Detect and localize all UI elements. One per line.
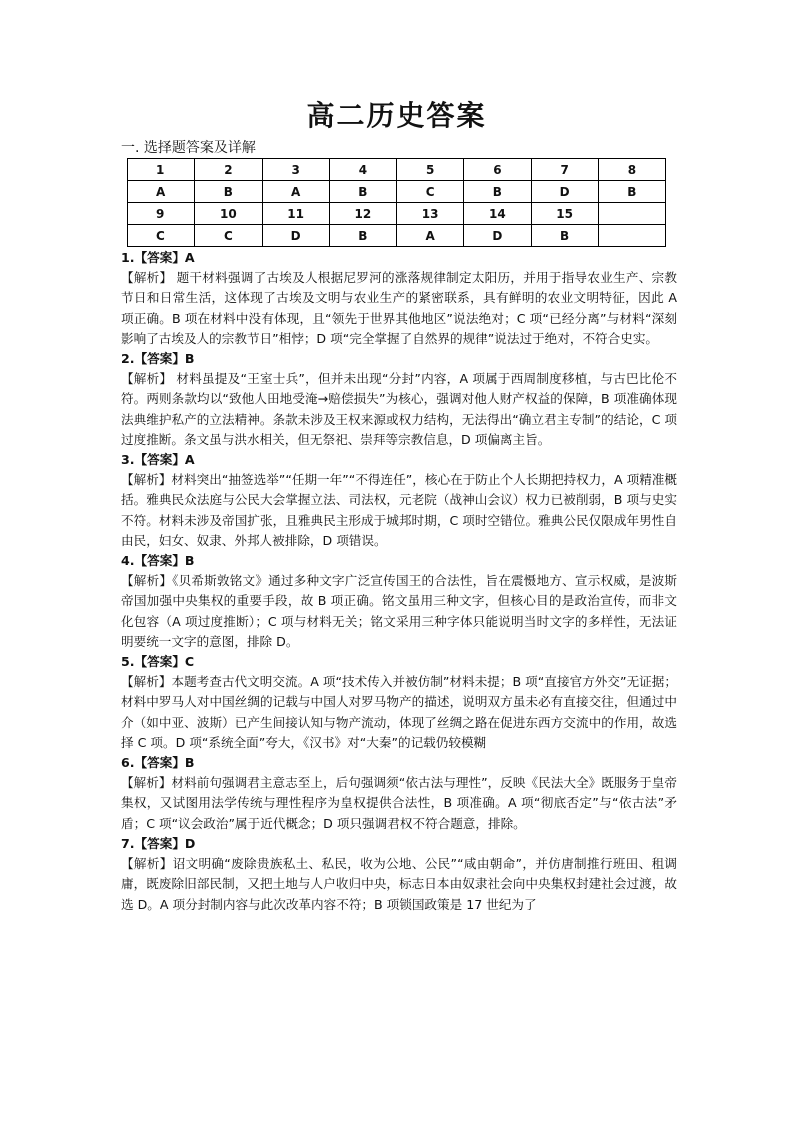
answer-cell: D <box>464 225 531 247</box>
answer-table <box>127 158 666 247</box>
answer-cell: C <box>128 225 195 247</box>
question-number-cell: 9 <box>128 203 195 225</box>
page-title: 高二历史答案 <box>306 99 487 132</box>
table-row <box>128 203 666 225</box>
question-number-cell: 15 <box>531 203 598 225</box>
answer-cell: A <box>397 225 464 247</box>
question-number-cell: 6 <box>464 159 531 181</box>
answer-cell: C <box>195 225 262 247</box>
question-number-cell: 10 <box>195 203 262 225</box>
table-row <box>128 159 666 181</box>
question-explanation: 【解析】 材料虽提及“王室士兵”，但并未出现“分封”内容，A 项属于西周制度移植，与古巴比伦不符。两则条款均以“致他人田地受淹→赔偿损失”为核心，强调对他人财产权益的保障，B 项准确体现法典维护私产的立法精神。条款未涉及王权来源或权力结构，无法得出“确立君主专制”的结论，C 项过度推断。条文虽与洪水相关，但无祭祀、崇拜等宗教信息，D 项偏离主旨。 <box>121 371 677 447</box>
question-explanation: 【解析】《贝希斯敦铭文》通过多种文字广泛宣传国王的合法性，旨在震慑地方、宣示权威，是波斯帝国加强中央集权的重要手段，故 B 项正确。铭文虽用三种文字，但核心目的是政治宣传，而非文化包容（A 项过度推断）；C 项与材料无关；铭文采用三种字体只能说明当时文字的多样性，无法证明要统一文字的意图，排除 D。 <box>121 573 677 649</box>
section-heading: 一. 选择题答案及详解 <box>121 140 256 156</box>
question-answer-line: 2.【答案】B <box>121 351 195 367</box>
question-answer-line: 7.【答案】D <box>121 835 196 851</box>
question-number-cell: 14 <box>464 203 531 225</box>
question-number-cell: 13 <box>397 203 464 225</box>
explanations <box>121 248 677 915</box>
question-number-cell: 7 <box>531 159 598 181</box>
question-number-cell: 11 <box>262 203 329 225</box>
question-answer-line: 3.【答案】A <box>121 452 195 468</box>
answer-cell: B <box>329 225 396 247</box>
question-explanation: 【解析】 题干材料强调了古埃及人根据尼罗河的涨落规律制定太阳历，并用于指导农业生产、宗教节日和日常生活，这体现了古埃及文明与农业生产的紧密联系，具有鲜明的农业文明特征，因此 A 项正确。B 项在材料中没有体现，且“领先于世界其他地区”说法绝对；C 项“已经分离”与材料“深刻影响了古埃及人的宗教节日”相悖；D 项“完全掌握了自然界的规律”说法过于绝对，不符合史实。 <box>121 270 677 346</box>
question-number-cell <box>598 203 665 225</box>
question-number-cell: 12 <box>329 203 396 225</box>
question-answer-line: 1.【答案】A <box>121 250 195 265</box>
question-explanation: 【解析】材料突出“抽签选举”“任期一年”“不得连任”，核心在于防止个人长期把持权力，A 项精准概括。雅典民众法庭与公民大会掌握立法、司法权，元老院（战神山会议）权力已被削弱，B 项与史实不符。材料未涉及帝国扩张，且雅典民主形成于城邦时期，C 项时空错位。雅典公民仅限成年男性自由民，妇女、奴隶、外邦人被排除，D 项错误。 <box>121 472 677 548</box>
table-row <box>128 181 666 203</box>
question-answer-line: 4.【答案】B <box>121 553 195 569</box>
question-answer-line: 5.【答案】C <box>121 654 195 670</box>
question-explanation: 【解析】诏文明确“废除贵族私土、私民，收为公地、公民”“咸由朝命”，并仿唐制推行班田、租调庸，既废除旧部民制，又把土地与人户收归中央，标志日本由奴隶社会向中央集权封建社会过渡，故选 D。A 项分封制内容与此次改革内容不符；B 项锁国政策是 17 世纪为了 <box>121 856 677 912</box>
answer-cell: A <box>262 181 329 203</box>
question-answer-line: 6.【答案】B <box>121 755 195 771</box>
answer-cell: B <box>195 181 262 203</box>
question-number-cell: 1 <box>128 159 195 181</box>
answer-cell: B <box>464 181 531 203</box>
answer-cell: B <box>598 181 665 203</box>
answer-cell: D <box>262 225 329 247</box>
question-number-cell: 8 <box>598 159 665 181</box>
table-row <box>128 225 666 247</box>
answer-cell: D <box>531 181 598 203</box>
question-number-cell: 2 <box>195 159 262 181</box>
answer-cell: B <box>531 225 598 247</box>
question-number-cell: 5 <box>397 159 464 181</box>
question-explanation: 【解析】材料前句强调君主意志至上，后句强调须“依古法与理性”，反映《民法大全》既服务于皇帝集权，又试图用法学传统与理性程序为皇权提供合法性，B 项准确。A 项“彻底否定”与“依古法”矛盾；C 项“议会政治”属于近代概念；D 项只强调君权不符合题意，排除。 <box>121 775 677 831</box>
question-number-cell: 4 <box>329 159 396 181</box>
question-explanation: 【解析】本题考查古代文明交流。A 项“技术传入并被仿制”材料未提；B 项“直接官方外交”无证据；材料中罗马人对中国丝绸的记载与中国人对罗马物产的描述，说明双方虽未必有直接交往，但通过中介（如中亚、波斯）已产生间接认知与物产流动，体现了丝绸之路在促进东西方交流中的作用，故选择 C 项。D 项“系统全面”夸大，《汉书》对“大秦”的记载仍较模糊 <box>121 674 677 750</box>
question-number-cell: 3 <box>262 159 329 181</box>
answer-cell: A <box>128 181 195 203</box>
answer-cell <box>598 225 665 247</box>
answer-cell: B <box>329 181 396 203</box>
answer-cell: C <box>397 181 464 203</box>
